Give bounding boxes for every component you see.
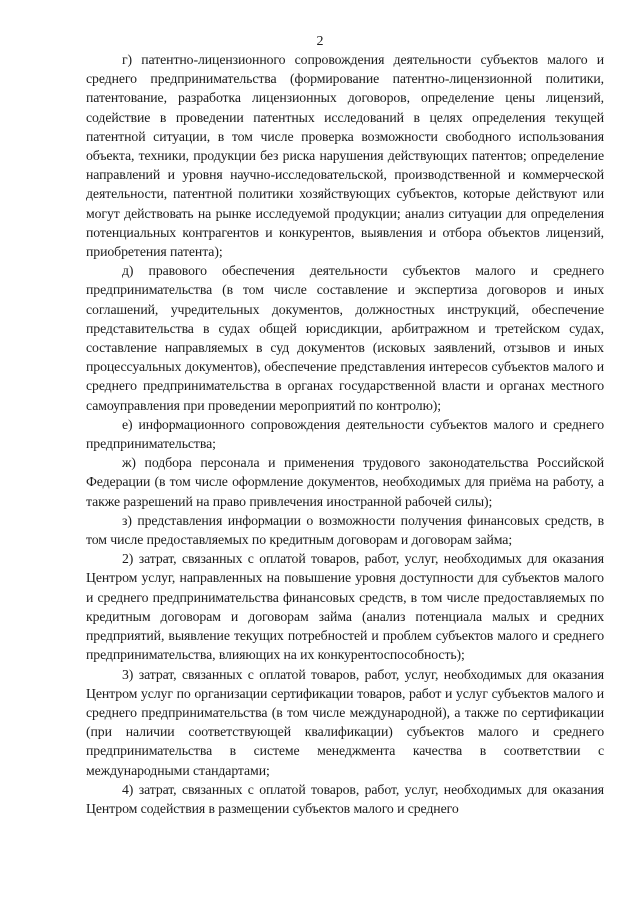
paragraph-e-information-support: е) информационного сопровождения деятельности субъектов малого и среднего предпринимательства; [86, 416, 604, 452]
paragraph-zh-personnel: ж) подбора персонала и применения трудового законодательства Российской Федерации (в том числе оформление документов, необходимых для приёма на работу, а также разрешений на право привлечения иностранной рабочей силы); [86, 455, 604, 509]
paragraph-3-certification: 3) затрат, связанных с оплатой товаров, работ, услуг, необходимых для оказания Центром услуг по организации сертификации товаров, работ и услуг субъектов малого и среднего предпринимательства (в том числе международной), а также по сертификации (при наличии соответствующей квалификации) субъектов малого и среднего предпринимательства в системе менеджмента качества в соответствии с международными стандартами; [86, 666, 604, 778]
page-number: 2 [316, 34, 324, 49]
document-body [86, 50, 604, 818]
paragraph-z-financing-info: з) представления информации о возможности получения финансовых средств, в том числе предоставляемых по кредитным договорам и договорам займа; [86, 512, 604, 548]
paragraph-4-placement: 4) затрат, связанных с оплатой товаров, работ, услуг, необходимых для оказания Центром содействия в размещении субъектов малого и среднего [86, 781, 604, 816]
paragraph-g-patent-support: г) патентно-лицензионного сопровождения деятельности субъектов малого и среднего предпринимательства (формирование патентно-лицензионной политики, патентование, разработка лицензионных договоров, определение цены лицензий, содействие в проведении патентных исследований в целях определения текущей патентной ситуации, в том числе проверка возможности свободного использования объекта, техники, продукции без риска нарушения действующих патентов; определение направлений и уровня научно-исследовательской, производственной и коммерческой деятельности, патентной политики хозяйствующих субъектов, которые действуют или могут действовать на рынке исследуемой продукции; анализ ситуации для определения потенциальных контрагентов и конкурентов, выявления и отбора объектов лицензий, приобретения патента); [86, 52, 604, 260]
paragraph-2-financial-access: 2) затрат, связанных с оплатой товаров, работ, услуг, необходимых для оказания Центром услуг, направленных на повышение уровня доступности для субъектов малого и среднего предпринимательства финансовых средств, в том числе предоставляемых по кредитным договорам и договорам займа (анализ потенциала малых и средних предприятий, выявление текущих потребностей и проблем субъектов малого и среднего предпринимательства, влияющих на их конкурентоспособность); [86, 551, 604, 663]
paragraph-d-legal-support: д) правового обеспечения деятельности субъектов малого и среднего предпринимательства (в том числе составление и экспертиза договоров и иных соглашений, учредительных документов, должностных инструкций, обеспечение представительства в судах общей юрисдикции, арбитражном и третейском судах, составление направляемых в суд документов (исковых заявлений, отзывов и иных процессуальных документов), обеспечение представления интересов субъектов малого и среднего предпринимательства в органах государственной власти и органах местного самоуправления при проведении мероприятий по контролю); [86, 263, 604, 413]
